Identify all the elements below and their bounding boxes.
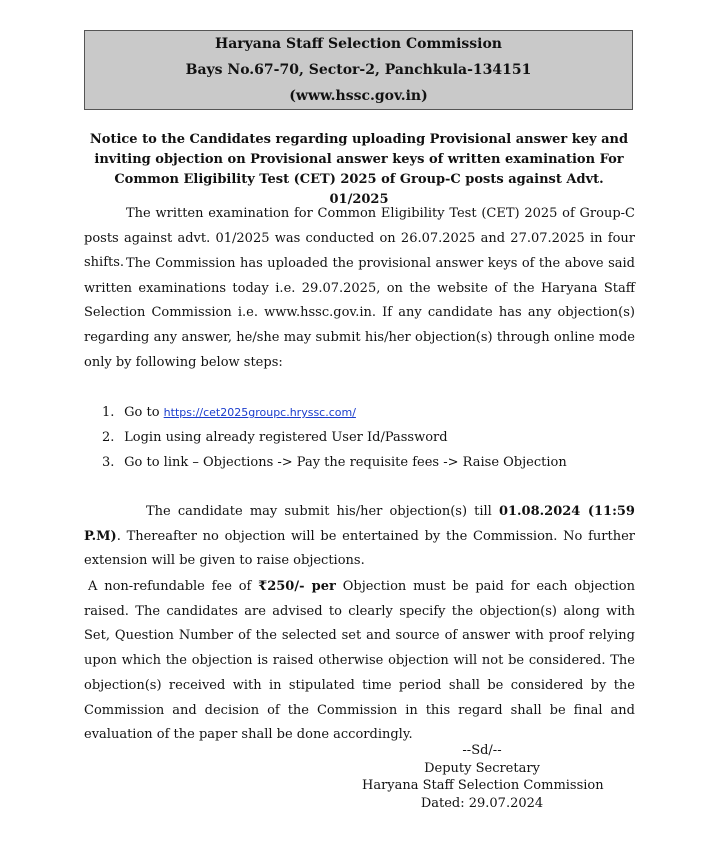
org-website: (www.hssc.gov.in) [289,88,428,104]
fee-text-after: Objection must be paid for each objection raised. The candidates are advised to clearly specify the objection(s) along with Set, Question Number of the selected set and source of answer with proof relying upon which the objection is raised otherwise objection will not be considered. The objection(s) received with in stipulated time period shall be considered by the Commission and decision of the Commission in this regard shall be final and evaluation of the paper shall be done accordingly. [84,579,636,743]
step-number: 2. [102,430,115,445]
step-text: Login using already registered User Id/Password [124,430,448,445]
signature-designation: Deputy Secretary [424,760,540,776]
fee-text-before: A non-refundable fee of [88,579,259,594]
org-address: Bays No.67-70, Sector-2, Panchkula-134151 [185,62,532,78]
header-box [84,30,633,110]
notice-title: Notice to the Candidates regarding uploading Provisional answer key and inviting objection on Provisional answer keys of written examination For Common Eligibility Test (CET) 2025 of Group-C posts against Advt. 01/2025 [89,132,629,207]
step-number: 1. [102,405,115,420]
deadline-text-before: The candidate may submit his/her objection(s) till [146,504,499,519]
paragraph-answer-keys: The Commission has uploaded the provisional answer keys of the above said written examinations today i.e. 29.07.2025, on the website of the Haryana Staff Selection Commission i.e. www.hssc.gov.in. If any candidate has any objection(s) regarding any answer, he/she may submit his/her objection(s) through online mode only by following below steps: [84,256,635,370]
signature-date: Dated: 29.07.2024 [420,795,544,811]
step-item [102,425,567,450]
step-item [102,450,567,475]
paragraph-exam-info: The written examination for Common Eligibility Test (CET) 2025 of Group-C posts against advt. 01/2025 was conducted on 26.07.2025 and 27.07.2025 in four shifts. [84,206,635,271]
signature-sd: --Sd/-- [462,743,502,758]
deadline-date: 01.08.2024 (11:59 P.M) [84,504,635,544]
step-number: 3. [102,455,115,470]
paragraph-fee [84,575,635,748]
step-text: Go to [124,405,164,420]
steps-list [102,400,567,475]
step-item [102,400,567,425]
signature-org: Haryana Staff Selection Commission [362,778,604,793]
signature-block [362,742,602,812]
deadline-text-after: . Thereafter no objection will be entertained by the Commission. No further extension will be given to raise objections. [84,528,635,569]
paragraph-deadline [84,500,635,574]
fee-amount: ₹250/- per [258,579,336,594]
org-name: Haryana Staff Selection Commission [215,36,502,52]
step-text: Go to link – Objections -> Pay the requisite fees -> Raise Objection [124,455,567,470]
portal-link[interactable]: https://cet2025groupc.hryssc.com/ [163,406,356,419]
